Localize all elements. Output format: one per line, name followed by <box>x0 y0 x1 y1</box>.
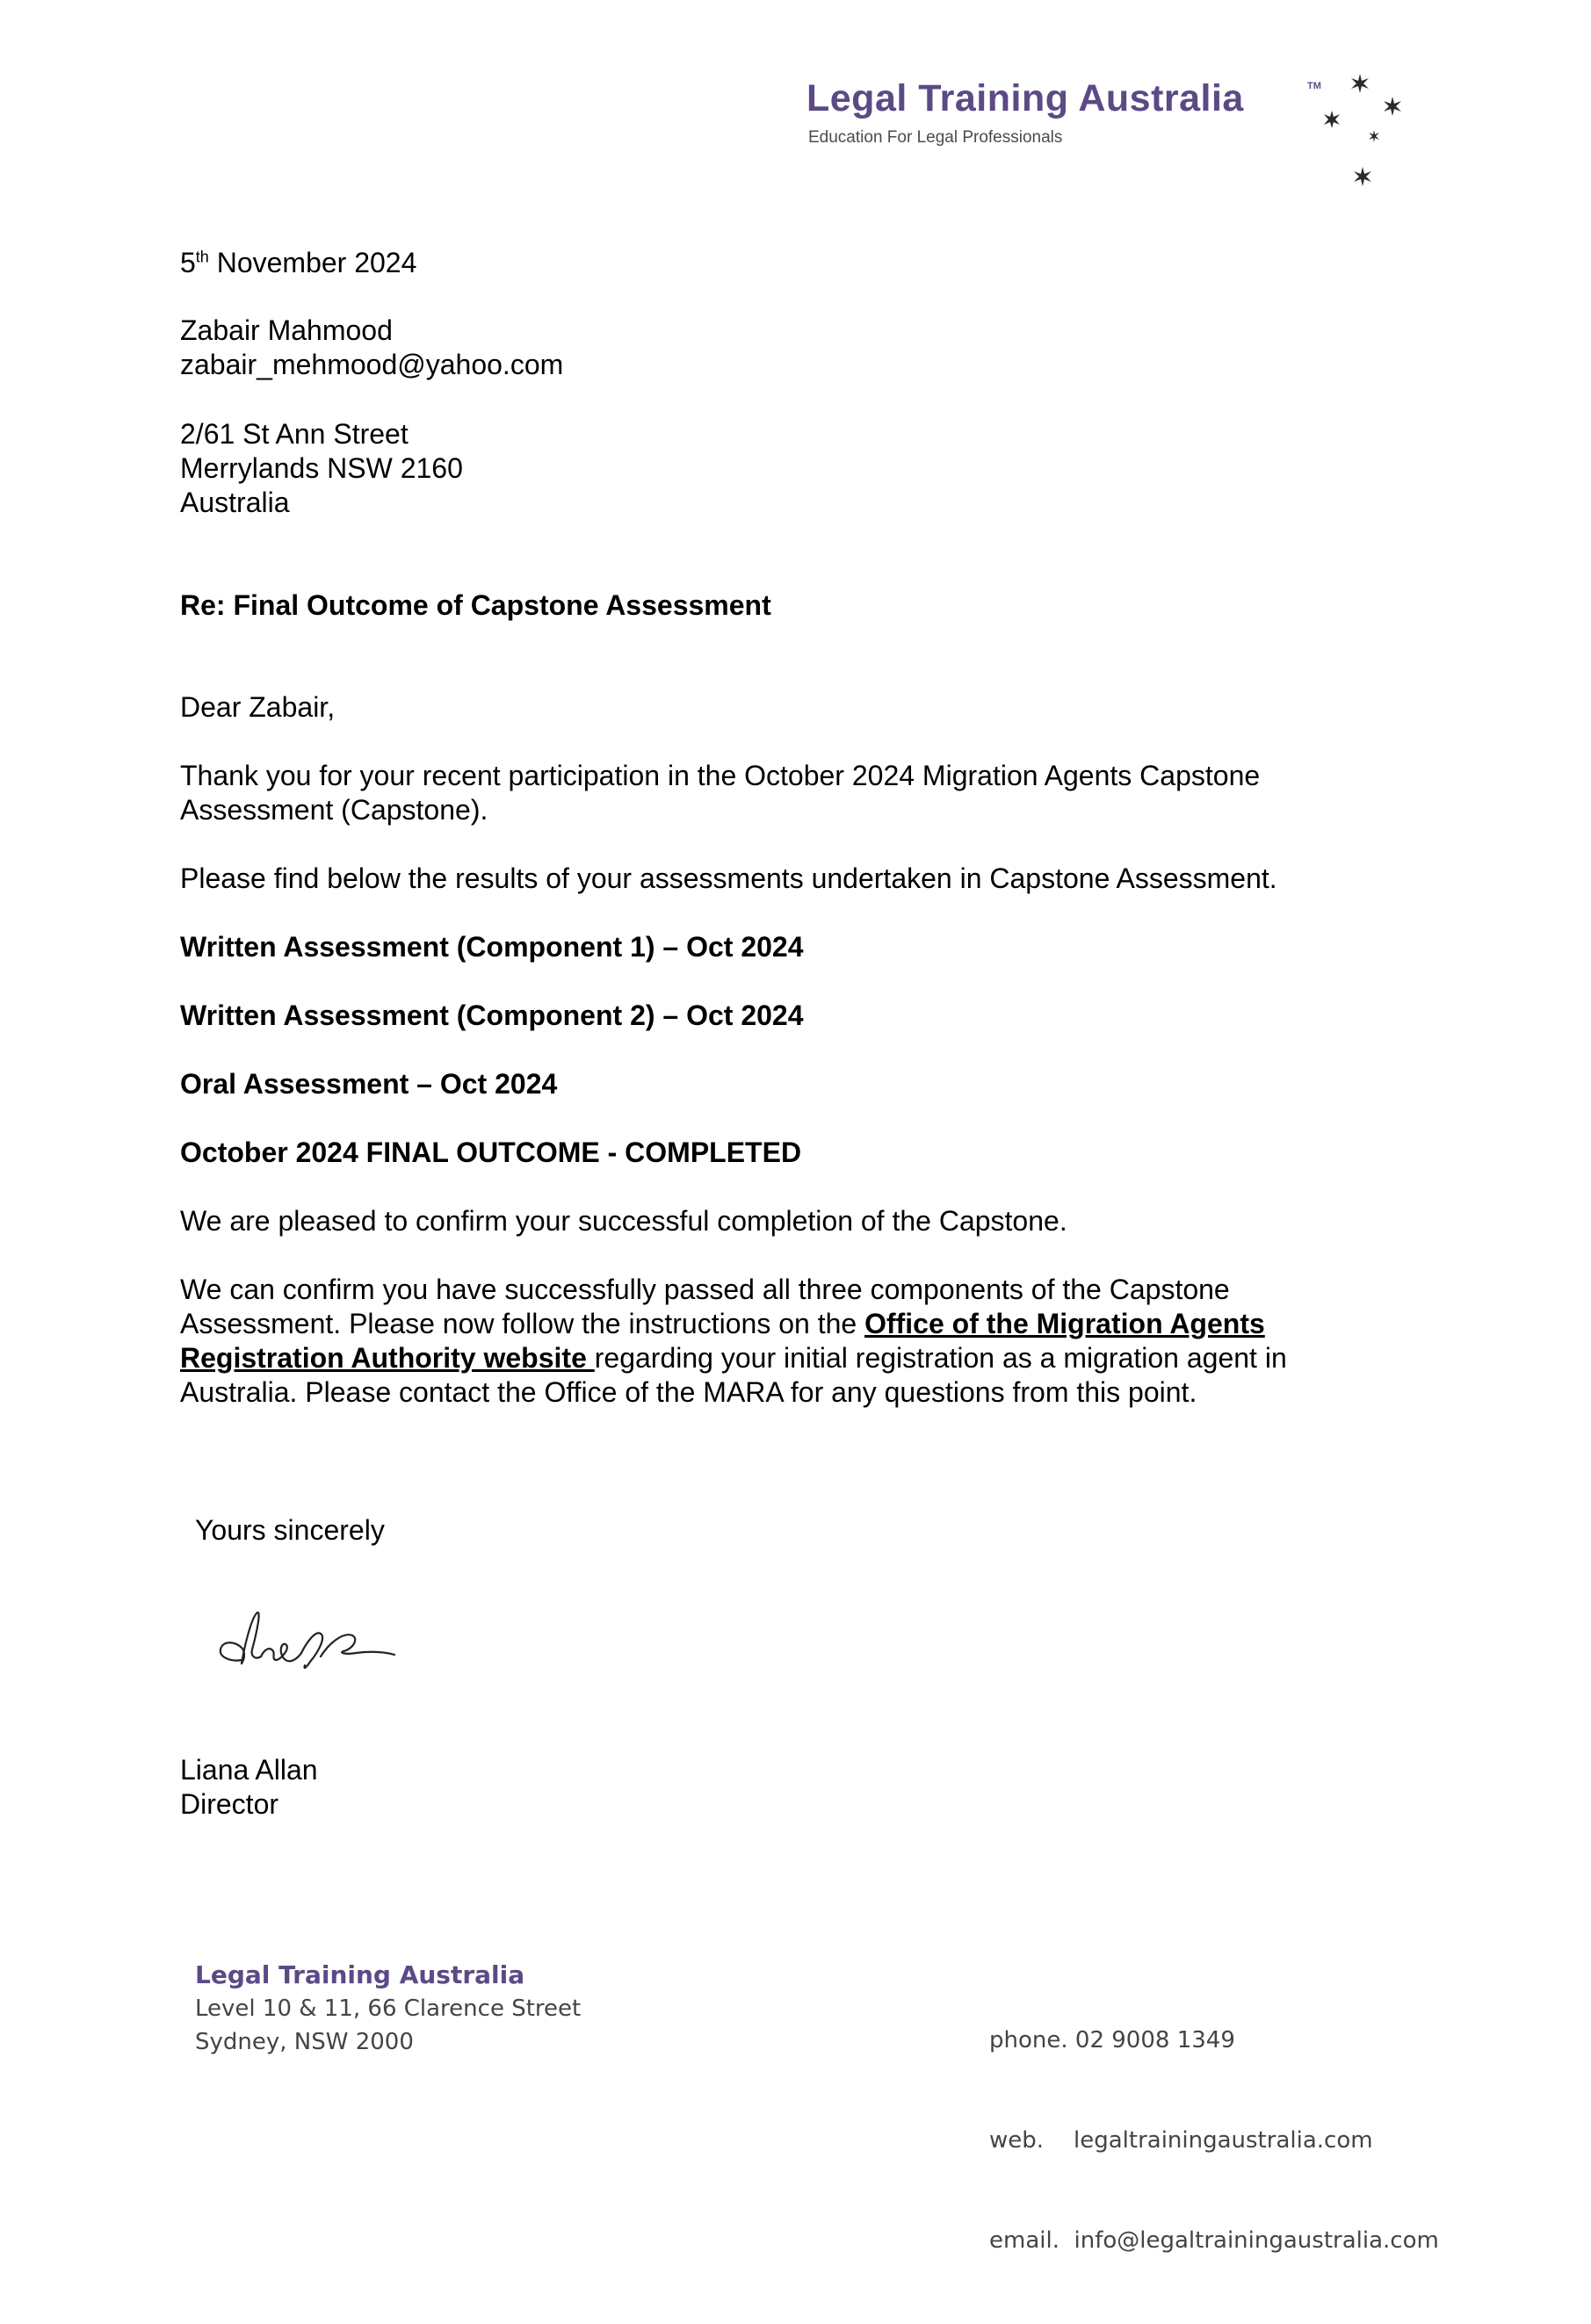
paragraph-4-line-4: Australia. Please contact the Office of the MARA for any questions from this point. <box>180 1376 1197 1408</box>
southern-cross-stars-icon <box>1298 70 1421 193</box>
signer-title: Director <box>180 1788 279 1820</box>
result-written-component-2: Written Assessment (Component 2) – Oct 2024 <box>180 1000 804 1031</box>
paragraph-4-line-1: We can confirm you have successfully passed all three components of the Capstone <box>180 1274 1230 1305</box>
footer-web-label: web. <box>989 2127 1045 2154</box>
address-line-3: Australia <box>180 487 290 518</box>
footer-email-label: email. <box>989 2227 1059 2254</box>
handwritten-signature <box>206 1599 417 1686</box>
paragraph-1-line-1: Thank you for your recent participation in the October 2024 Migration Agents Capstone <box>180 760 1261 791</box>
footer-phone-row <box>989 2024 1439 2057</box>
letter-date: 5th November 2024 <box>180 247 417 278</box>
logo-trademark: TM <box>1307 81 1321 91</box>
footer-phone: 02 9008 1349 <box>1074 2027 1235 2053</box>
letter-subject: Re: Final Outcome of Capstone Assessment <box>180 589 771 621</box>
mara-website-link-continued[interactable]: Registration Authority website <box>180 1342 595 1374</box>
salutation: Dear Zabair, <box>180 691 336 723</box>
final-outcome: October 2024 FINAL OUTCOME - COMPLETED <box>180 1137 802 1168</box>
result-oral: Oral Assessment – Oct 2024 <box>180 1068 558 1100</box>
result-written-component-1: Written Assessment (Component 1) – Oct 2024 <box>180 931 804 963</box>
footer-address-line-2: Sydney, NSW 2000 <box>195 2029 414 2055</box>
logo-title: Legal Training Australia <box>806 77 1244 119</box>
footer-web[interactable]: legaltrainingaustralia.com <box>1074 2127 1373 2154</box>
footer-contact <box>989 1957 1439 2324</box>
footer-org-name: Legal Training Australia <box>195 1960 525 1989</box>
recipient-name: Zabair Mahmood <box>180 314 393 346</box>
footer-phone-label: phone. <box>989 2027 1068 2053</box>
footer-web-row <box>989 2124 1439 2157</box>
paragraph-3: We are pleased to confirm your successful completion of the Capstone. <box>180 1205 1067 1237</box>
footer-email-row <box>989 2224 1439 2257</box>
paragraph-4-line-2: Assessment. Please now follow the instructions on the Office of the Migration Agents <box>180 1308 1265 1339</box>
paragraph-1-line-2: Assessment (Capstone). <box>180 794 488 826</box>
footer-address-line-1: Level 10 & 11, 66 Clarence Street <box>195 1996 582 2022</box>
mara-website-link[interactable]: Office of the Migration Agents <box>864 1308 1265 1339</box>
address-line-1: 2/61 St Ann Street <box>180 418 409 450</box>
logo-tagline: Education For Legal Professionals <box>808 128 1063 147</box>
footer-email[interactable]: info@legaltrainingaustralia.com <box>1074 2227 1439 2254</box>
paragraph-2: Please find below the results of your assessments undertaken in Capstone Assessment. <box>180 862 1277 894</box>
address-line-2: Merrylands NSW 2160 <box>180 452 463 484</box>
signer-name: Liana Allan <box>180 1754 318 1786</box>
paragraph-4-line-3: Registration Authority website regarding your initial registration as a migration agent in <box>180 1342 1287 1374</box>
closing: Yours sincerely <box>195 1514 385 1546</box>
footer-company-address <box>195 1959 581 2059</box>
recipient-email: zabair_mehmood@yahoo.com <box>180 349 564 380</box>
